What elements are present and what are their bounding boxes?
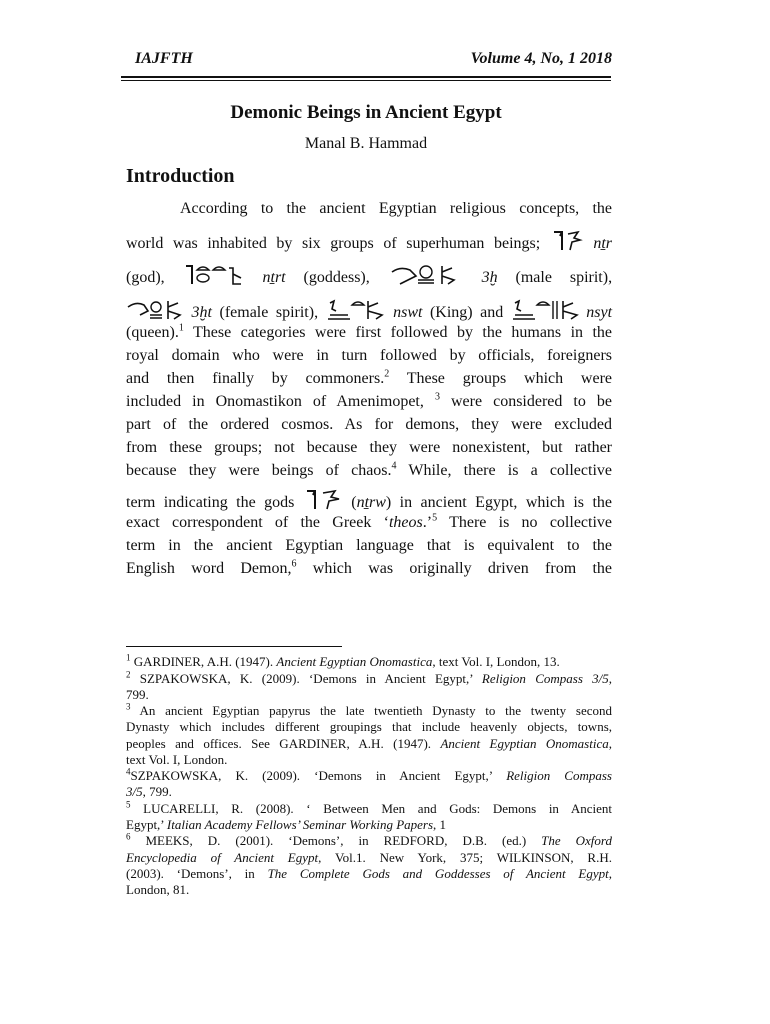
footnote-ref: 4 xyxy=(391,460,397,472)
author-name: Manal B. Hammad xyxy=(304,135,428,152)
footnote-continued: 3/5, 799. xyxy=(126,784,172,799)
footnote-ref: 6 xyxy=(291,558,297,570)
body-line: 3ḫt (female spirit), nswt (King) and nsyt xyxy=(126,299,612,321)
footnote-ref: 5 xyxy=(432,512,438,524)
body-line: world was inhabited by six groups of superhuman beings; nṯr xyxy=(126,230,612,252)
footnote-ref: 2 xyxy=(384,368,390,380)
footnote: $^2$ SZPAKOWSKA, K. (2009). ‘Demons in Ancient Egypt,’ Religion Compass 3/5, xyxy=(126,669,612,686)
volume-info: Volume 4, No, 1 2018 xyxy=(470,50,612,67)
footnote-continued: Egypt,’ Italian Academy Fellows’ Seminar Working Papers, 1 xyxy=(126,817,447,832)
body-line: According to the ancient Egyptian religious concepts, the xyxy=(180,200,612,217)
footnote: $^4$SZPAKOWSKA, K. (2009). ‘Demons in Ancient Egypt,’ Religion Compass xyxy=(126,766,612,783)
paper-title: Demonic Beings in Ancient Egypt xyxy=(230,102,502,123)
journal-name: IAJFTH xyxy=(135,50,193,67)
body-line: term indicating the gods (nṯrw) in ancient Egypt, which is the xyxy=(126,489,612,511)
footnote-separator xyxy=(126,646,342,647)
header-rule-thick xyxy=(121,76,611,78)
footnote-continued: peoples and offices. See GARDINER, A.H. (1947). Ancient Egyptian Onomastica, xyxy=(126,736,612,751)
footnote-continued: (2003). ‘Demons’, in The Complete Gods and Goddesses of Ancient Egypt, xyxy=(126,866,613,881)
goddess-hieroglyph xyxy=(183,264,245,293)
body-line: (god), nṯrt (goddess), 3ḫ (male spirit), xyxy=(126,264,612,286)
footnote-continued: Encyclopedia of Ancient Egypt, Vol.1. New York, 375; WILKINSON, R.H. xyxy=(126,850,612,865)
body-line: (queen).$^1$ These categories were first followed by the humans in the xyxy=(126,322,612,341)
body-line: royal domain who were in turn followed by officials, foreigners xyxy=(126,347,612,364)
footnote-continued: London, 81. xyxy=(126,882,190,897)
god-hieroglyph xyxy=(550,230,584,259)
body-line: term in the ancient Egyptian language that is equivalent to the xyxy=(126,537,612,554)
body-line: part of the ordered cosmos. As for demons, they were excluded xyxy=(126,416,612,433)
body-line: from these groups; not because they were nonexistent, but rather xyxy=(126,439,612,456)
footnote-ref: 3 xyxy=(434,391,440,403)
header-rule-thin xyxy=(121,80,611,81)
footnote-continued: Dynasty which includes different groupings that include heavenly objects, towns, xyxy=(126,719,612,734)
footnote: $^3$ An ancient Egyptian papyrus the late twentieth Dynasty to the twenty second xyxy=(126,701,612,718)
male-spirit-hieroglyph xyxy=(388,264,464,293)
body-line: because they were beings of chaos.$^4$ While, there is a collective xyxy=(126,460,613,479)
footnote-continued: 799. xyxy=(126,687,149,702)
footnote: $^5$ LUCARELLI, R. (2008). ‘ Between Men and Gods: Demons in Ancient xyxy=(126,799,612,816)
footnote: $^1$ GARDINER, A.H. (1947). Ancient Egyptian Onomastica, text Vol. I, London, 13. xyxy=(126,652,560,669)
body-line: exact correspondent of the Greek ‘theos.’$^5$ There is no collective xyxy=(126,512,613,531)
body-line: English word Demon,$^6$ which was originally driven from the xyxy=(126,558,613,577)
footnote: $^6$ MEEKS, D. (2001). ‘Demons’, in REDFORD, D.B. (ed.) The Oxford xyxy=(126,831,612,848)
footnote-continued: text Vol. I, London. xyxy=(126,752,228,767)
body-line: and then finally by commoners.$^2$ These groups which were xyxy=(126,368,612,387)
footnote-ref: 1 xyxy=(178,322,184,334)
section-heading: Introduction xyxy=(126,165,235,187)
body-line: included in Onomastikon of Amenimopet, $^3$ were considered to be xyxy=(126,391,613,410)
